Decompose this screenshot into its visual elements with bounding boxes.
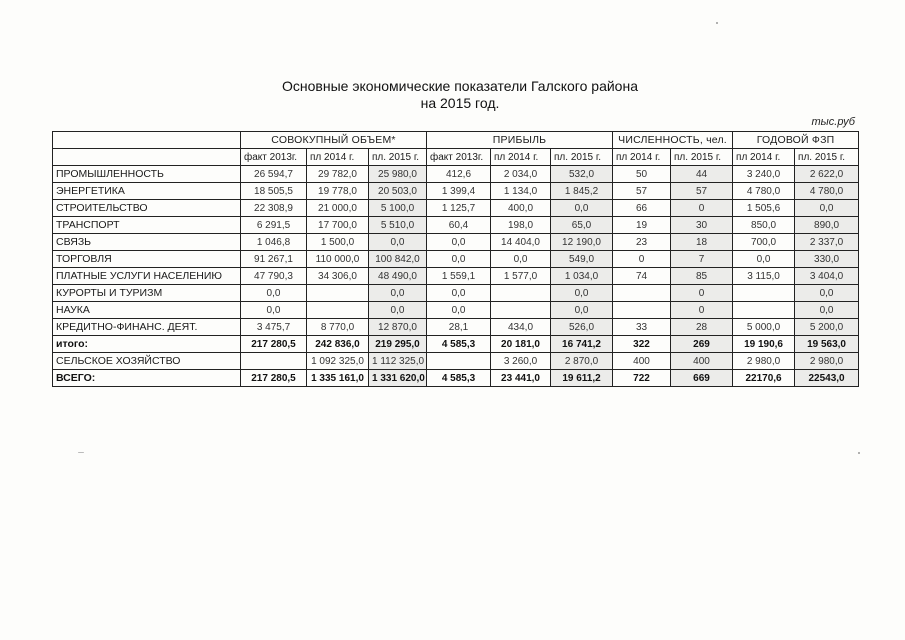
table-cell: 60,4	[427, 217, 491, 234]
table-cell: 20 181,0	[491, 336, 551, 353]
table-cell: 17 700,0	[307, 217, 369, 234]
group-header-volume: СОВОКУПНЫЙ ОБЪЕМ*	[241, 132, 427, 149]
table-cell: 0	[671, 302, 733, 319]
document-title	[200, 78, 720, 112]
table-row	[53, 268, 859, 285]
table-cell: 0,0	[491, 251, 551, 268]
table-cell: 669	[671, 370, 733, 387]
table-cell: 29 782,0	[307, 166, 369, 183]
table-row	[53, 370, 859, 387]
table-body	[53, 166, 859, 387]
table-cell	[491, 302, 551, 319]
table-cell: 0,0	[241, 285, 307, 302]
table-cell: 217 280,5	[241, 370, 307, 387]
table-cell: 4 780,0	[733, 183, 795, 200]
table-cell: 0,0	[369, 285, 427, 302]
row-label: ТОРГОВЛЯ	[53, 251, 241, 268]
table-cell: 242 836,0	[307, 336, 369, 353]
table-cell: 1 559,1	[427, 268, 491, 285]
table-cell: 400,0	[491, 200, 551, 217]
table-cell: 0,0	[795, 302, 859, 319]
sub-header: пл. 2015 г.	[369, 149, 427, 166]
table-cell: 217 280,5	[241, 336, 307, 353]
table-cell: 19 563,0	[795, 336, 859, 353]
table-cell: 91 267,1	[241, 251, 307, 268]
table-cell: 0,0	[551, 200, 613, 217]
sub-header: факт 2013г.	[427, 149, 491, 166]
table-cell: 0,0	[427, 302, 491, 319]
table-cell: 4 585,3	[427, 336, 491, 353]
table-cell: 74	[613, 268, 671, 285]
table-cell: 330,0	[795, 251, 859, 268]
table-cell: 5 100,0	[369, 200, 427, 217]
table-cell	[427, 353, 491, 370]
sub-header: пл. 2015 г.	[671, 149, 733, 166]
table-cell	[307, 302, 369, 319]
table-cell: 412,6	[427, 166, 491, 183]
unit-label: тыс.руб	[811, 116, 855, 128]
table-cell: 3 115,0	[733, 268, 795, 285]
group-header-row	[53, 132, 859, 149]
group-header-headcount: ЧИСЛЕННОСТЬ, чел.	[613, 132, 733, 149]
table-cell: 48 490,0	[369, 268, 427, 285]
table-cell: 526,0	[551, 319, 613, 336]
title-line-1: Основные экономические показатели Галского района	[282, 78, 638, 94]
table-cell: 5 510,0	[369, 217, 427, 234]
table-cell: 1 092 325,0	[307, 353, 369, 370]
table-cell: 25 980,0	[369, 166, 427, 183]
table-cell: 532,0	[551, 166, 613, 183]
table-cell: 0	[671, 285, 733, 302]
table-row	[53, 200, 859, 217]
table-cell	[733, 302, 795, 319]
row-label: итого:	[53, 336, 241, 353]
table-cell: 0,0	[795, 285, 859, 302]
table-cell: 18	[671, 234, 733, 251]
table-cell: 3 404,0	[795, 268, 859, 285]
table-cell: 22 308,9	[241, 200, 307, 217]
table-cell: 890,0	[795, 217, 859, 234]
sub-header: пл 2014 г.	[307, 149, 369, 166]
table-cell: 5 000,0	[733, 319, 795, 336]
indicators-table	[52, 131, 859, 387]
table-cell: 44	[671, 166, 733, 183]
table-cell	[491, 285, 551, 302]
row-label: НАУКА	[53, 302, 241, 319]
table-cell: 0,0	[551, 285, 613, 302]
table-cell: 0,0	[427, 234, 491, 251]
sub-header: пл. 2015 г.	[551, 149, 613, 166]
table-cell: 47 790,3	[241, 268, 307, 285]
table-cell: 23 441,0	[491, 370, 551, 387]
table-cell: 0,0	[427, 285, 491, 302]
table-cell: 400	[613, 353, 671, 370]
table-cell: 3 475,7	[241, 319, 307, 336]
table-cell: 30	[671, 217, 733, 234]
table-cell	[241, 353, 307, 370]
sub-header: пл 2014 г.	[613, 149, 671, 166]
row-label: ПРОМЫШЛЕННОСТЬ	[53, 166, 241, 183]
row-label: ТРАНСПОРТ	[53, 217, 241, 234]
sub-header: пл. 2015 г.	[795, 149, 859, 166]
table-cell: 549,0	[551, 251, 613, 268]
table-row	[53, 251, 859, 268]
table-cell: 0,0	[369, 302, 427, 319]
table-cell: 6 291,5	[241, 217, 307, 234]
row-label: КРЕДИТНО-ФИНАНС. ДЕЯТ.	[53, 319, 241, 336]
scan-speck	[716, 22, 718, 24]
table-cell: 26 594,7	[241, 166, 307, 183]
table-cell: 34 306,0	[307, 268, 369, 285]
table-cell: 1 134,0	[491, 183, 551, 200]
table-cell: 85	[671, 268, 733, 285]
table-cell: 4 585,3	[427, 370, 491, 387]
row-label: СЕЛЬСКОЕ ХОЗЯЙСТВО	[53, 353, 241, 370]
table-cell: 0,0	[551, 302, 613, 319]
table-cell: 700,0	[733, 234, 795, 251]
table-cell	[613, 302, 671, 319]
table-cell: 65,0	[551, 217, 613, 234]
table-cell: 1 500,0	[307, 234, 369, 251]
table-cell: 23	[613, 234, 671, 251]
table-cell	[613, 285, 671, 302]
table-cell: 1 046,8	[241, 234, 307, 251]
title-line-2: на 2015 год.	[420, 95, 500, 111]
sub-header-row	[53, 149, 859, 166]
table-cell: 2 622,0	[795, 166, 859, 183]
table-cell: 19 778,0	[307, 183, 369, 200]
table-cell: 2 034,0	[491, 166, 551, 183]
table-cell: 66	[613, 200, 671, 217]
table-cell: 269	[671, 336, 733, 353]
table-cell: 1 505,6	[733, 200, 795, 217]
table-cell: 1 112 325,0	[369, 353, 427, 370]
table-cell: 0	[613, 251, 671, 268]
row-label-header	[53, 132, 241, 149]
table-cell: 110 000,0	[307, 251, 369, 268]
table-cell: 5 200,0	[795, 319, 859, 336]
table-cell: 21 000,0	[307, 200, 369, 217]
table-cell: 19 190,6	[733, 336, 795, 353]
table-cell: 1 125,7	[427, 200, 491, 217]
table-cell: 22543,0	[795, 370, 859, 387]
table-cell: 2 870,0	[551, 353, 613, 370]
table-cell: 33	[613, 319, 671, 336]
sub-header: пл 2014 г.	[733, 149, 795, 166]
table-cell: 2 337,0	[795, 234, 859, 251]
table-cell: 1 331 620,0	[369, 370, 427, 387]
table-cell: 7	[671, 251, 733, 268]
group-header-payroll: ГОДОВОЙ ФЗП	[733, 132, 859, 149]
table-cell: 322	[613, 336, 671, 353]
table-cell: 1 577,0	[491, 268, 551, 285]
table-cell: 100 842,0	[369, 251, 427, 268]
table-cell: 4 780,0	[795, 183, 859, 200]
table-row	[53, 319, 859, 336]
row-label: СТРОИТЕЛЬСТВО	[53, 200, 241, 217]
table-cell: 57	[613, 183, 671, 200]
table-cell	[733, 285, 795, 302]
table-cell: 18 505,5	[241, 183, 307, 200]
sub-header: пл 2014 г.	[491, 149, 551, 166]
table-cell: 2 980,0	[733, 353, 795, 370]
row-label: ЭНЕРГЕТИКА	[53, 183, 241, 200]
row-label: КУРОРТЫ И ТУРИЗМ	[53, 285, 241, 302]
table-row	[53, 217, 859, 234]
table-cell: 14 404,0	[491, 234, 551, 251]
table-cell: 0,0	[369, 234, 427, 251]
table-cell: 20 503,0	[369, 183, 427, 200]
table-cell: 19 611,2	[551, 370, 613, 387]
table-row	[53, 234, 859, 251]
table-cell: 12 870,0	[369, 319, 427, 336]
table-cell: 0,0	[733, 251, 795, 268]
sub-header-blank	[53, 149, 241, 166]
table-cell: 400	[671, 353, 733, 370]
table-row	[53, 302, 859, 319]
table-row	[53, 183, 859, 200]
table-cell: 28,1	[427, 319, 491, 336]
table-cell: 22170,6	[733, 370, 795, 387]
group-header-profit: ПРИБЫЛЬ	[427, 132, 613, 149]
table-cell: 1 034,0	[551, 268, 613, 285]
table-cell: 8 770,0	[307, 319, 369, 336]
table-row	[53, 353, 859, 370]
table-cell: 0,0	[795, 200, 859, 217]
scan-speck	[78, 452, 84, 453]
table-cell: 0	[671, 200, 733, 217]
table-row	[53, 336, 859, 353]
table-cell: 57	[671, 183, 733, 200]
table-row	[53, 166, 859, 183]
row-label: СВЯЗЬ	[53, 234, 241, 251]
table-cell: 722	[613, 370, 671, 387]
table-cell: 50	[613, 166, 671, 183]
row-label: ВСЕГО:	[53, 370, 241, 387]
table-cell: 0,0	[427, 251, 491, 268]
table-cell: 2 980,0	[795, 353, 859, 370]
table-cell: 850,0	[733, 217, 795, 234]
table-cell: 12 190,0	[551, 234, 613, 251]
scan-speck	[858, 452, 860, 454]
sub-header: факт 2013г.	[241, 149, 307, 166]
table-cell: 19	[613, 217, 671, 234]
table-cell: 28	[671, 319, 733, 336]
table-cell: 434,0	[491, 319, 551, 336]
table-cell: 1 845,2	[551, 183, 613, 200]
table-cell: 1 399,4	[427, 183, 491, 200]
table-cell: 0,0	[241, 302, 307, 319]
table-cell	[307, 285, 369, 302]
table-cell: 3 260,0	[491, 353, 551, 370]
table-cell: 198,0	[491, 217, 551, 234]
table-row	[53, 285, 859, 302]
table-cell: 1 335 161,0	[307, 370, 369, 387]
table-cell: 219 295,0	[369, 336, 427, 353]
table-cell: 16 741,2	[551, 336, 613, 353]
row-label: ПЛАТНЫЕ УСЛУГИ НАСЕЛЕНИЮ	[53, 268, 241, 285]
table-cell: 3 240,0	[733, 166, 795, 183]
